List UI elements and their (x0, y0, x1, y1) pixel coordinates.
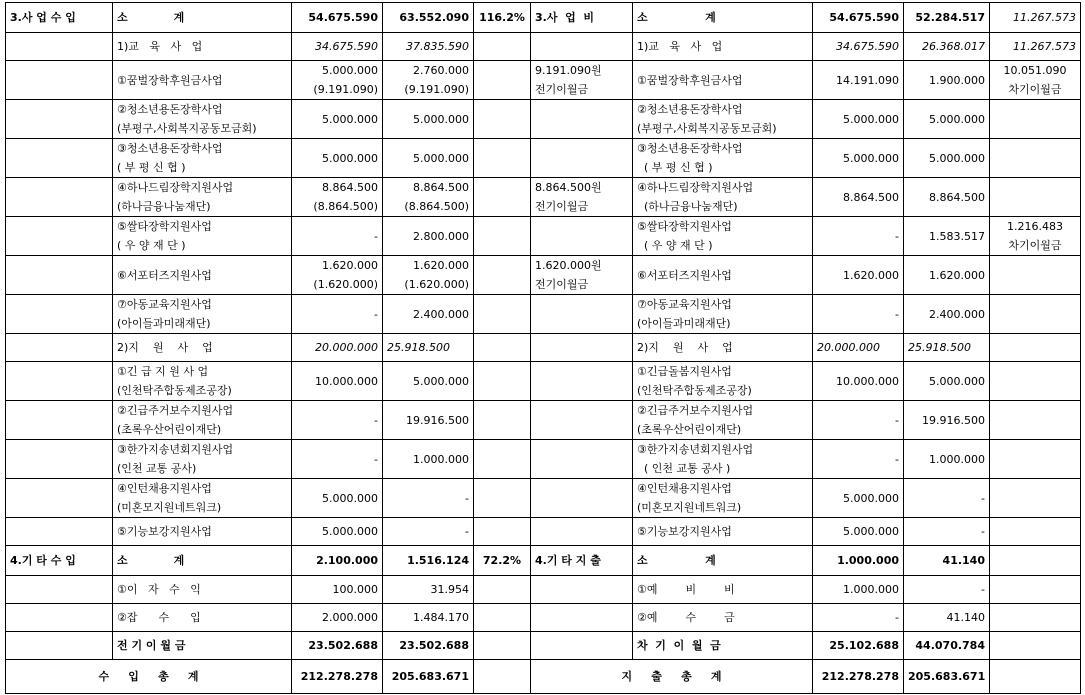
expense-carryover-cell (990, 61, 1081, 100)
expense-category-cell (531, 518, 633, 546)
expense-item-cell: 소 계 (633, 546, 813, 576)
cell-line: (하나금융나눔재단) (637, 200, 738, 213)
income-category-cell (6, 362, 113, 401)
table-row (6, 479, 1081, 518)
expense-carryover-cell (990, 546, 1081, 576)
cell-line: 1.620.000원 (535, 259, 602, 272)
cell-line: (인천탁주합동제조공장) (637, 384, 752, 397)
expense-carryover-cell (990, 604, 1081, 632)
expense-actual-cell: 8.864.500 (904, 178, 990, 217)
income-budget-cell (292, 61, 383, 100)
expense-item-cell (633, 440, 813, 479)
income-ratio-cell: 116.2% (474, 3, 531, 33)
income-budget-cell (292, 256, 383, 295)
expense-category-cell (531, 295, 633, 334)
income-budget-cell (292, 178, 383, 217)
expense-category-cell: 4.기 타 지 출 (531, 546, 633, 576)
cell-line: (초록우산어린이재단) (117, 423, 222, 436)
expense-item-cell (633, 479, 813, 518)
expense-category-cell (531, 440, 633, 479)
expense-category-cell (531, 604, 633, 632)
income-actual-cell: 2.400.000 (383, 295, 474, 334)
cell-line: ④인턴채용지원사업 (117, 482, 212, 495)
expense-actual-cell: 52.284.517 (904, 3, 990, 33)
expense-actual-cell: 5.000.000 (904, 100, 990, 139)
income-budget-cell: 2.000.000 (292, 604, 383, 632)
income-ratio-cell (474, 217, 531, 256)
income-category-cell (6, 256, 113, 295)
cell-line: (9.191.090) (404, 83, 469, 96)
income-category-cell (6, 604, 113, 632)
cell-line: ④인턴채용지원사업 (637, 482, 732, 495)
expense-item-cell: ⑤기능보강지원사업 (633, 518, 813, 546)
cell-line: 8.864.500 (322, 181, 378, 194)
income-budget-cell: - (292, 295, 383, 334)
expense-category-cell (531, 256, 633, 295)
expense-carryover-cell (990, 295, 1081, 334)
cell-line: ( 부 평 신 협 ) (117, 161, 186, 174)
cell-line: 10.051.090 (1003, 64, 1067, 77)
cell-line: ⑦아동교육지원사업 (117, 298, 212, 311)
expense-item-cell (633, 178, 813, 217)
expense-budget-cell: - (813, 604, 904, 632)
income-budget-cell: 10.000.000 (292, 362, 383, 401)
cell-line: ④하나드림장학지원사업 (637, 181, 754, 194)
expense-carryover-cell (990, 401, 1081, 440)
income-actual-cell (383, 178, 474, 217)
income-category-cell (6, 334, 113, 362)
expense-budget-cell: 5.000.000 (813, 479, 904, 518)
income-category-cell (6, 33, 113, 61)
income-category-cell (6, 440, 113, 479)
expense-actual-cell: 5.000.000 (904, 362, 990, 401)
table-row (6, 362, 1081, 401)
expense-item-cell: 차 기 이 월 금 (633, 632, 813, 660)
expense-category-cell (531, 334, 633, 362)
expense-category-cell (531, 632, 633, 660)
income-item-cell (113, 362, 292, 401)
income-total-actual: 205.683.671 (383, 660, 474, 694)
expense-item-cell (633, 362, 813, 401)
income-budget-cell: - (292, 217, 383, 256)
cell-line: 전기이월금 (535, 200, 589, 213)
income-actual-cell: - (383, 479, 474, 518)
cell-line: ②긴급주거보수지원사업 (637, 404, 754, 417)
expense-budget-cell: 10.000.000 (813, 362, 904, 401)
table-row (6, 440, 1081, 479)
income-ratio-cell (474, 178, 531, 217)
expense-budget-cell: 1.620.000 (813, 256, 904, 295)
expense-actual-cell: - (904, 518, 990, 546)
expense-category-cell (531, 100, 633, 139)
table-row (6, 604, 1081, 632)
cell-line: (8.864.500) (313, 200, 378, 213)
income-ratio-cell (474, 401, 531, 440)
income-category-cell (6, 100, 113, 139)
expense-item-cell: ②예 수 금 (633, 604, 813, 632)
cell-line: (인천 교통 공사) (117, 462, 197, 475)
income-budget-cell: - (292, 440, 383, 479)
income-expense-table (5, 2, 1081, 694)
income-actual-cell: 5.000.000 (383, 139, 474, 178)
expense-budget-cell: 14.191.090 (813, 61, 904, 100)
income-category-cell (6, 178, 113, 217)
table-row (6, 139, 1081, 178)
table-row (6, 256, 1081, 295)
income-item-cell: ⑤기능보강지원사업 (113, 518, 292, 546)
expense-category-cell (531, 362, 633, 401)
expense-category-cell (531, 401, 633, 440)
income-budget-cell: 100.000 (292, 576, 383, 604)
income-category-cell (6, 295, 113, 334)
income-item-cell: 1)교 육 사 업 (113, 33, 292, 61)
table-row (6, 401, 1081, 440)
expense-category-cell (531, 139, 633, 178)
income-ratio-cell (474, 518, 531, 546)
income-budget-cell: 20.000.000 (292, 334, 383, 362)
expense-actual-cell: 1.900.000 (904, 61, 990, 100)
expense-carryover-cell (990, 334, 1081, 362)
income-item-cell: ⑥서포터즈지원사업 (113, 256, 292, 295)
income-category-cell (6, 576, 113, 604)
cell-line: ①긴 급 지 원 사 업 (117, 365, 209, 378)
income-ratio-cell (474, 362, 531, 401)
expense-category-cell (531, 217, 633, 256)
income-category-cell: 4.기 타 수 입 (6, 546, 113, 576)
cell-line: ③한가지송년회지원사업 (117, 443, 234, 456)
expense-actual-cell: 1.000.000 (904, 440, 990, 479)
expense-carryover-cell (990, 479, 1081, 518)
table-row (6, 217, 1081, 256)
income-actual-cell: 19.916.500 (383, 401, 474, 440)
expense-budget-cell: - (813, 217, 904, 256)
expense-category-cell (531, 61, 633, 100)
income-actual-cell: 37.835.590 (383, 33, 474, 61)
income-ratio-cell (474, 100, 531, 139)
table-row (6, 178, 1081, 217)
expense-item-cell (633, 100, 813, 139)
cell-line: ①긴급돌봄지원사업 (637, 365, 732, 378)
expense-item-cell: ①꿈벌장학후원금사업 (633, 61, 813, 100)
expense-total-label: 지 출 총 계 (531, 660, 813, 694)
expense-budget-cell: - (813, 440, 904, 479)
expense-budget-cell: - (813, 295, 904, 334)
income-ratio-cell (474, 440, 531, 479)
income-item-cell: 소 계 (113, 3, 292, 33)
expense-actual-cell: 25.918.500 (904, 334, 990, 362)
expense-budget-cell: 25.102.688 (813, 632, 904, 660)
income-budget-cell: 5.000.000 (292, 518, 383, 546)
expense-actual-cell: 1.583.517 (904, 217, 990, 256)
expense-budget-cell: 54.675.590 (813, 3, 904, 33)
table-row (6, 546, 1081, 576)
table-row (6, 100, 1081, 139)
income-actual-cell: 1.484.170 (383, 604, 474, 632)
income-item-cell: 전 기 이 월 금 (113, 632, 292, 660)
cell-line: ( 우 양 재 단 ) (117, 239, 186, 252)
cell-line: ( 부 평 신 협 ) (637, 161, 713, 174)
income-budget-cell: 5.000.000 (292, 100, 383, 139)
cell-line: 1.216.483 (1007, 220, 1063, 233)
expense-actual-cell: 41.140 (904, 546, 990, 576)
income-budget-cell: 5.000.000 (292, 139, 383, 178)
income-actual-cell: 5.000.000 (383, 100, 474, 139)
expense-carryover-cell (990, 362, 1081, 401)
expense-carryover-cell (990, 440, 1081, 479)
income-budget-cell: 5.000.000 (292, 479, 383, 518)
income-total-budget: 212.278.278 (292, 660, 383, 694)
expense-budget-cell: 1.000.000 (813, 576, 904, 604)
cell-line: ④하나드림장학지원사업 (117, 181, 234, 194)
cell-line: 8.864.500원 (535, 181, 602, 194)
income-item-cell: ①이 자 수 익 (113, 576, 292, 604)
cell-line: ③청소년용돈장학사업 (117, 142, 223, 155)
income-actual-cell: 25.918.500 (383, 334, 474, 362)
cell-line: 차기이월금 (1008, 83, 1062, 96)
table-row (6, 295, 1081, 334)
cell-line: ②청소년용돈장학사업 (637, 103, 743, 116)
expense-item-cell: 소 계 (633, 3, 813, 33)
cell-line: (아이들과미래재단) (637, 317, 731, 330)
table-row (6, 518, 1081, 546)
expense-carryover-cell (990, 632, 1081, 660)
expense-carryover-cell (990, 100, 1081, 139)
income-actual-cell (383, 61, 474, 100)
expense-budget-cell: - (813, 401, 904, 440)
table-row (6, 33, 1081, 61)
income-total-ratio (474, 660, 531, 694)
income-budget-cell: 54.675.590 (292, 3, 383, 33)
table-row (6, 632, 1081, 660)
cell-line: ⑦아동교육지원사업 (637, 298, 732, 311)
expense-budget-cell: 34.675.590 (813, 33, 904, 61)
expense-budget-cell: 20.000.000 (813, 334, 904, 362)
table-row (6, 3, 1081, 33)
expense-actual-cell: 1.620.000 (904, 256, 990, 295)
expense-category-cell (531, 576, 633, 604)
expense-category-cell (531, 178, 633, 217)
income-ratio-cell (474, 479, 531, 518)
income-item-cell: ②잡 수 입 (113, 604, 292, 632)
cell-line: ③청소년용돈장학사업 (637, 142, 743, 155)
expense-total-actual: 205.683.671 (904, 660, 990, 694)
income-budget-cell: 34.675.590 (292, 33, 383, 61)
income-total-label: 수 입 총 계 (6, 660, 292, 694)
income-actual-cell: 2.800.000 (383, 217, 474, 256)
income-budget-cell: - (292, 401, 383, 440)
income-category-cell (6, 61, 113, 100)
expense-total-budget: 212.278.278 (813, 660, 904, 694)
cell-line: 8.864.500 (413, 181, 469, 194)
expense-carryover-cell (990, 518, 1081, 546)
cell-line: (미혼모지원네트워크) (637, 501, 742, 514)
income-actual-cell: 63.552.090 (383, 3, 474, 33)
income-item-cell (113, 440, 292, 479)
expense-budget-cell: 5.000.000 (813, 100, 904, 139)
cell-line: 전기이월금 (535, 83, 589, 96)
expense-carryover-cell (990, 576, 1081, 604)
cell-line: 2.760.000 (413, 64, 469, 77)
expense-actual-cell: 41.140 (904, 604, 990, 632)
expense-carryover-cell: 11.267.573 (990, 3, 1081, 33)
income-ratio-cell (474, 139, 531, 178)
cell-line: (하나금융나눔재단) (117, 200, 211, 213)
expense-actual-cell: - (904, 576, 990, 604)
income-category-cell (6, 217, 113, 256)
cell-line: ③한가지송년회지원사업 (637, 443, 754, 456)
expense-carryover-cell (990, 217, 1081, 256)
income-ratio-cell (474, 256, 531, 295)
income-ratio-cell (474, 295, 531, 334)
cell-line: 9.191.090원 (535, 64, 602, 77)
income-actual-cell: 23.502.688 (383, 632, 474, 660)
expense-item-cell (633, 139, 813, 178)
cell-line: 전기이월금 (535, 278, 589, 291)
expense-actual-cell: 44.070.784 (904, 632, 990, 660)
expense-item-cell (633, 401, 813, 440)
income-ratio-cell (474, 33, 531, 61)
expense-actual-cell: 19.916.500 (904, 401, 990, 440)
expense-actual-cell: 2.400.000 (904, 295, 990, 334)
income-ratio-cell: 72.2% (474, 546, 531, 576)
income-item-cell: 소 계 (113, 546, 292, 576)
cell-line: 1.620.000 (413, 259, 469, 272)
income-item-cell (113, 401, 292, 440)
income-category-cell (6, 479, 113, 518)
income-ratio-cell (474, 576, 531, 604)
expense-budget-cell: 5.000.000 (813, 518, 904, 546)
expense-category-cell (531, 33, 633, 61)
cell-line: 5.000.000 (322, 64, 378, 77)
table-row (6, 61, 1081, 100)
cell-line: (8.864.500) (404, 200, 469, 213)
cell-line: ⑤쌀타장학지원사업 (637, 220, 732, 233)
income-category-cell (6, 139, 113, 178)
expense-item-cell: 1)교 육 사 업 (633, 33, 813, 61)
cell-line: (미혼모지원네트워크) (117, 501, 222, 514)
expense-actual-cell: 5.000.000 (904, 139, 990, 178)
expense-total-carryover (990, 660, 1081, 694)
income-actual-cell: - (383, 518, 474, 546)
income-budget-cell: 2.100.000 (292, 546, 383, 576)
income-category-cell (6, 632, 113, 660)
expense-actual-cell: - (904, 479, 990, 518)
expense-category-cell: 3.사 업 비 (531, 3, 633, 33)
income-item-cell (113, 217, 292, 256)
expense-carryover-cell (990, 256, 1081, 295)
cell-line: ( 우 양 재 단 ) (637, 239, 713, 252)
cell-line: (아이들과미래재단) (117, 317, 211, 330)
income-actual-cell: 31.954 (383, 576, 474, 604)
expense-carryover-cell: 11.267.573 (990, 33, 1081, 61)
expense-item-cell (633, 295, 813, 334)
table-row (6, 334, 1081, 362)
cell-line: (9.191.090) (313, 83, 378, 96)
cell-line: (1.620.000) (404, 278, 469, 291)
income-item-cell (113, 479, 292, 518)
income-ratio-cell (474, 61, 531, 100)
expense-carryover-cell (990, 178, 1081, 217)
expense-item-cell: 2)지 원 사 업 (633, 334, 813, 362)
expense-item-cell: ①예 비 비 (633, 576, 813, 604)
income-item-cell: 2)지 원 사 업 (113, 334, 292, 362)
income-actual-cell: 1.516.124 (383, 546, 474, 576)
ledger-body (6, 3, 1081, 660)
income-actual-cell: 1.000.000 (383, 440, 474, 479)
cell-line: ②청소년용돈장학사업 (117, 103, 223, 116)
expense-budget-cell: 8.864.500 (813, 178, 904, 217)
income-item-cell: ①꿈벌장학후원금사업 (113, 61, 292, 100)
cell-line: (초록우산어린이재단) (637, 423, 742, 436)
income-item-cell (113, 295, 292, 334)
income-actual-cell: 5.000.000 (383, 362, 474, 401)
expense-item-cell: ⑥서포터즈지원사업 (633, 256, 813, 295)
expense-actual-cell: 26.368.017 (904, 33, 990, 61)
expense-category-cell (531, 479, 633, 518)
cell-line: ②긴급주거보수지원사업 (117, 404, 234, 417)
income-category-cell (6, 401, 113, 440)
cell-line: (부평구,사회복지공동모금회) (637, 122, 777, 135)
income-ratio-cell (474, 334, 531, 362)
cell-line: 1.620.000 (322, 259, 378, 272)
cell-line: ( 인천 교통 공사 ) (637, 462, 731, 475)
cell-line: (인천탁주합동제조공장) (117, 384, 232, 397)
income-budget-cell: 23.502.688 (292, 632, 383, 660)
grand-total-row (6, 660, 1081, 694)
expense-budget-cell: 1.000.000 (813, 546, 904, 576)
cell-line: (부평구,사회복지공동모금회) (117, 122, 257, 135)
income-item-cell (113, 139, 292, 178)
income-category-cell: 3.사 업 수 입 (6, 3, 113, 33)
cell-line: ⑤쌀타장학지원사업 (117, 220, 212, 233)
expense-budget-cell: 5.000.000 (813, 139, 904, 178)
income-item-cell (113, 178, 292, 217)
table-row (6, 576, 1081, 604)
income-ratio-cell (474, 604, 531, 632)
income-actual-cell (383, 256, 474, 295)
expense-item-cell (633, 217, 813, 256)
income-ratio-cell (474, 632, 531, 660)
income-category-cell (6, 518, 113, 546)
income-item-cell (113, 100, 292, 139)
expense-carryover-cell (990, 139, 1081, 178)
cell-line: (1.620.000) (313, 278, 378, 291)
cell-line: 차기이월금 (1008, 239, 1062, 252)
